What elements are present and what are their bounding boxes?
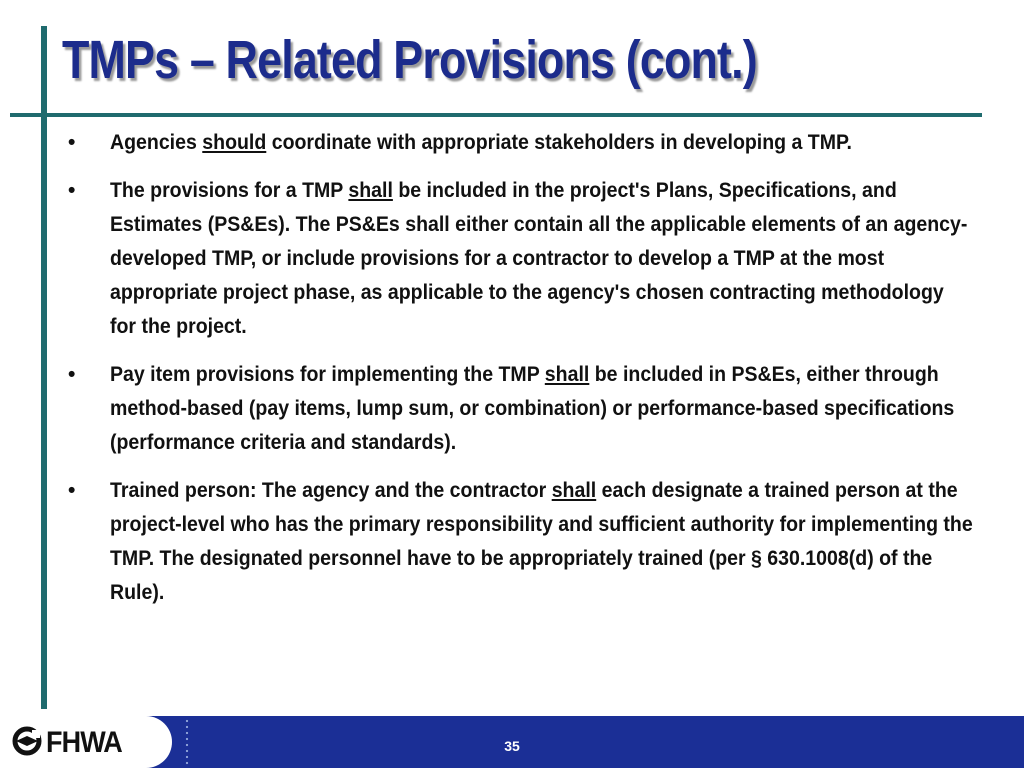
bullet-text: Agencies should coordinate with appropriate stakeholders in developing a TMP. <box>110 131 852 154</box>
bullet-marker: • <box>68 479 76 502</box>
bullet-item <box>68 358 978 460</box>
bullet-item <box>68 174 978 344</box>
bullet-text: Trained person: The agency and the contractor shall each designate a trained person at the project-level who has the primary responsibility and sufficient authority for implementing the TMP. The designated personnel have to be appropriately trained (per § 630.1008(d) of the Rule). <box>110 479 973 604</box>
bullet-item <box>68 126 978 160</box>
footer-dots <box>185 718 189 766</box>
bullet-marker: • <box>68 363 76 386</box>
logo-text: FHWA <box>46 726 122 759</box>
slide-title: TMPs – Related Provisions (cont.) <box>62 30 757 90</box>
bullet-marker: • <box>68 179 76 202</box>
emphasis-word: shall <box>551 479 597 502</box>
emphasis-word: should <box>202 131 267 154</box>
bullet-list <box>68 126 978 624</box>
bullet-marker: • <box>68 131 76 154</box>
horizontal-rule <box>10 113 982 117</box>
bullet-item <box>68 474 978 610</box>
emphasis-word: shall <box>544 363 590 386</box>
emphasis-word: shall <box>348 179 393 202</box>
vertical-rule <box>41 26 47 709</box>
bullet-text: The provisions for a TMP shall be included in the project's Plans, Specifications, and Estimates (PS&Es). The PS&Es shall either contain all the applicable elements of an agency-developed TMP, or include provisions for a contractor to develop a TMP at the most appropriate project phase, as applicable to the agency's chosen contracting methodology for the project. <box>110 179 968 338</box>
page-number: 35 <box>504 738 520 754</box>
fhwa-logo <box>12 728 130 758</box>
bullet-text: Pay item provisions for implementing the TMP shall be included in PS&Es, either through method-based (pay items, lump sum, or combination) or performance-based specifications (performance criteria and standards). <box>110 363 955 454</box>
fhwa-emblem-icon <box>12 726 42 761</box>
